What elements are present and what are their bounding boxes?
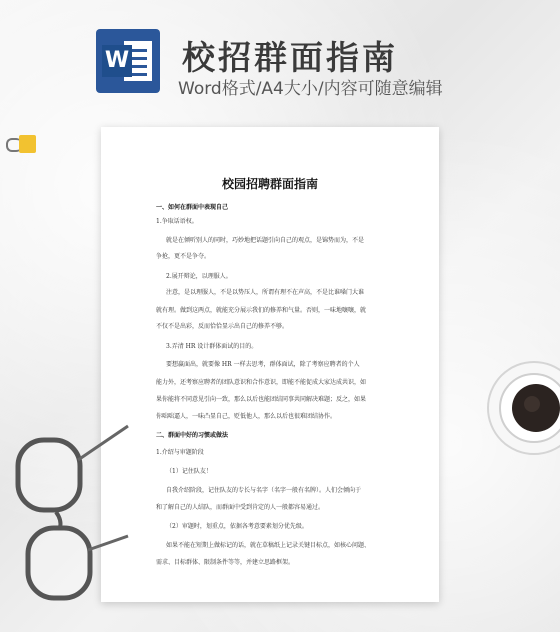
word-logo-letter: W [102, 45, 132, 77]
document-line: 就有理。做到这两点，就能充分展示我们的修养和气量。否则，一味地嚷嚷，就 [156, 307, 367, 314]
eyeglasses-icon [10, 420, 130, 620]
binder-clip-icon [6, 135, 38, 153]
document-line: 果你能将不同意见引向一致，那么以后也能团结同事共同解决难题；反之，如果 [156, 396, 367, 403]
document-page [101, 127, 439, 602]
document-line: 和了解自己的人结队，而群面中受到肯定的人一般都容易通过。 [156, 504, 325, 511]
document-line: 需求、目标群体、限制条件等等，并建立思路框架。 [156, 559, 295, 566]
document-line: 自我介绍阶段，记住队友的专长与名字（名字一般有名牌）。人们会倾向于 [166, 487, 362, 494]
document-line: 你咄咄逼人，一味凸显自己，贬低他人，那么以后也很难团结协作。 [156, 413, 337, 420]
section-heading: 一、如何在群面中表现自己 [156, 204, 229, 211]
document-title: 校园招聘群面指南 [221, 177, 318, 191]
document-line: 如果不能在短期上做标记的话，就在草稿纸上记录关键目标点，如核心问题、 [166, 542, 371, 549]
document-line: 3.弄清 HR 设计群体面试的目的。 [166, 343, 258, 350]
document-line: 1.争取话语权。 [156, 218, 198, 225]
coffee-cup-icon [484, 358, 560, 458]
document-line: 不仅不是出彩，反而恰恰显示出自己的修养不够。 [156, 323, 289, 330]
document-line: （1）记住队友！ [166, 468, 212, 475]
document-line: 能力外，还考察应聘者的团队意识和合作意识，即能不能促成大家达成共识，如 [156, 379, 367, 386]
document-line: 要想赢面出，就要像 HR 一样去思考，群体面试，除了考察应聘者的个人 [166, 361, 360, 368]
document-line: 2.展开辩论，以理服人。 [166, 273, 232, 280]
document-line: （2）审题时，划重点，依据各考意要素划分优先级。 [166, 523, 308, 530]
document-line: 争抢，更不是争夺。 [156, 253, 211, 260]
document-line: 注意，是以理服人，不是以势压人，所谓有理不在声高，不是比谁嗓门大谁 [166, 289, 365, 296]
word-logo-icon [96, 29, 160, 93]
hero-title: 校招群面指南 [182, 38, 398, 77]
hero-subtitle: Word格式/A4大小/内容可随意编辑 [178, 79, 443, 99]
document-line: 1.介绍与审题阶段 [156, 449, 204, 456]
document-line: 就是在倾听别人的同时，巧妙地把话题引向自己的观点，是锦势而为，不是 [166, 237, 365, 244]
section-heading: 二、群面中好的习惯或做法 [156, 432, 229, 439]
